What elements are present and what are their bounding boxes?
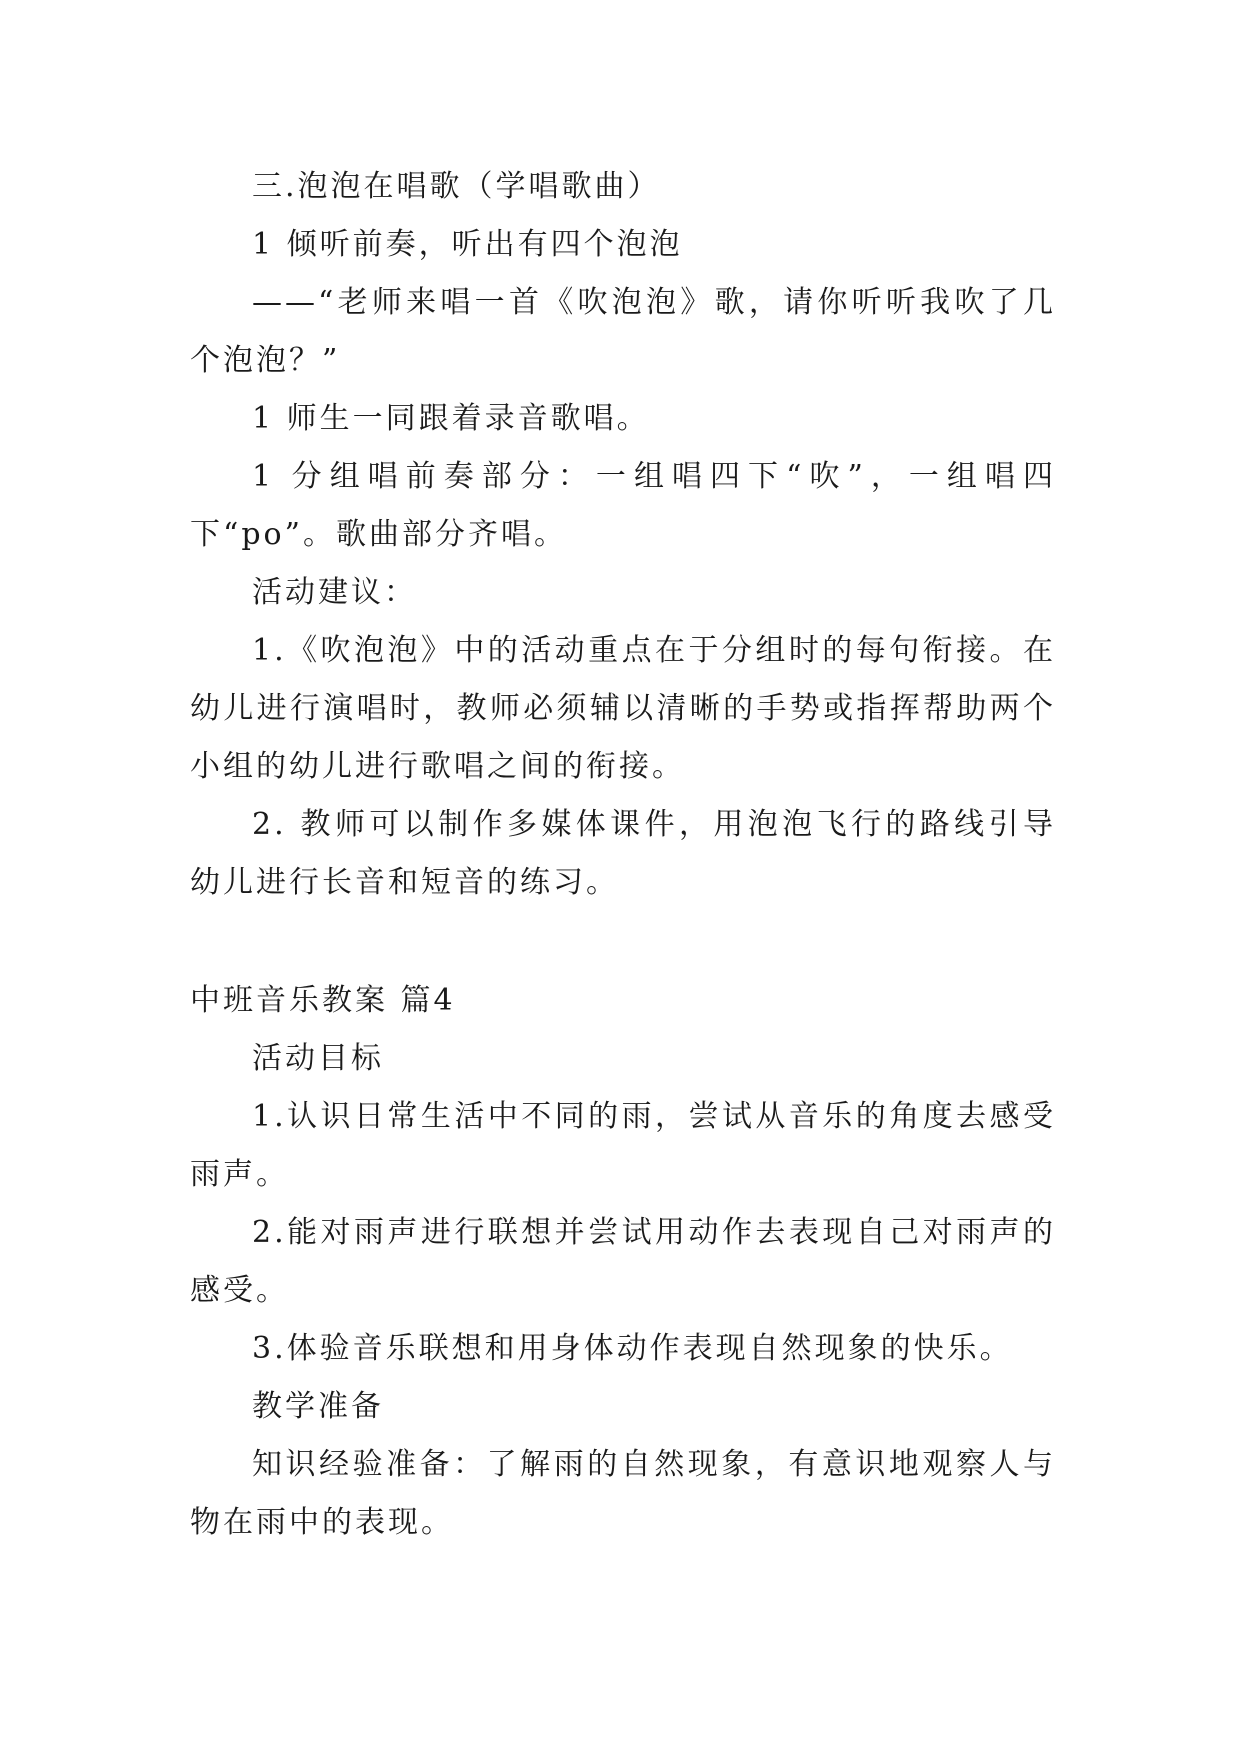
suggestion-item-1: 1.《吹泡泡》中的活动重点在于分组时的每句衔接。在幼儿进行演唱时，教师必须辅以清晰的手势或指挥帮助两个小组的幼儿进行歌唱之间的衔接。 (190, 633, 1056, 784)
goal-item-2: 2.能对雨声进行联想并尝试用动作去表现自己对雨声的感受。 (190, 1215, 1056, 1308)
step-sing-along: 1 师生一同跟着录音歌唱。 (252, 401, 650, 436)
lesson-plan-title: 中班音乐教案 篇4 (190, 983, 456, 1018)
activity-goals-title: 活动目标 (252, 1041, 384, 1076)
goal-item-1: 1.认识日常生活中不同的雨，尝试从音乐的角度去感受雨声。 (190, 1099, 1056, 1192)
step-listen-prelude: 1 倾听前奏，听出有四个泡泡 (252, 227, 683, 262)
suggestion-item-2: 2. 教师可以制作多媒体课件，用泡泡飞行的路线引导幼儿进行长音和短音的练习。 (190, 807, 1056, 900)
section-heading-sing-song: 三.泡泡在唱歌（学唱歌曲） (252, 169, 661, 204)
step-group-singing: 1 分组唱前奏部分：一组唱四下“吹”，一组唱四下“po”。歌曲部分齐唱。 (190, 459, 1056, 552)
section-spacer (190, 912, 1056, 972)
teaching-prep-title: 教学准备 (252, 1389, 384, 1424)
activity-suggestions-title: 活动建议： (252, 575, 417, 610)
teacher-quote: ——“老师来唱一首《吹泡泡》歌，请你听听我吹了几个泡泡？” (190, 285, 1056, 378)
document-body (190, 158, 1056, 1552)
goal-item-3: 3.体验音乐联想和用身体动作表现自然现象的快乐。 (252, 1331, 1013, 1366)
prep-item-knowledge: 知识经验准备：了解雨的自然现象，有意识地观察人与物在雨中的表现。 (190, 1447, 1056, 1540)
